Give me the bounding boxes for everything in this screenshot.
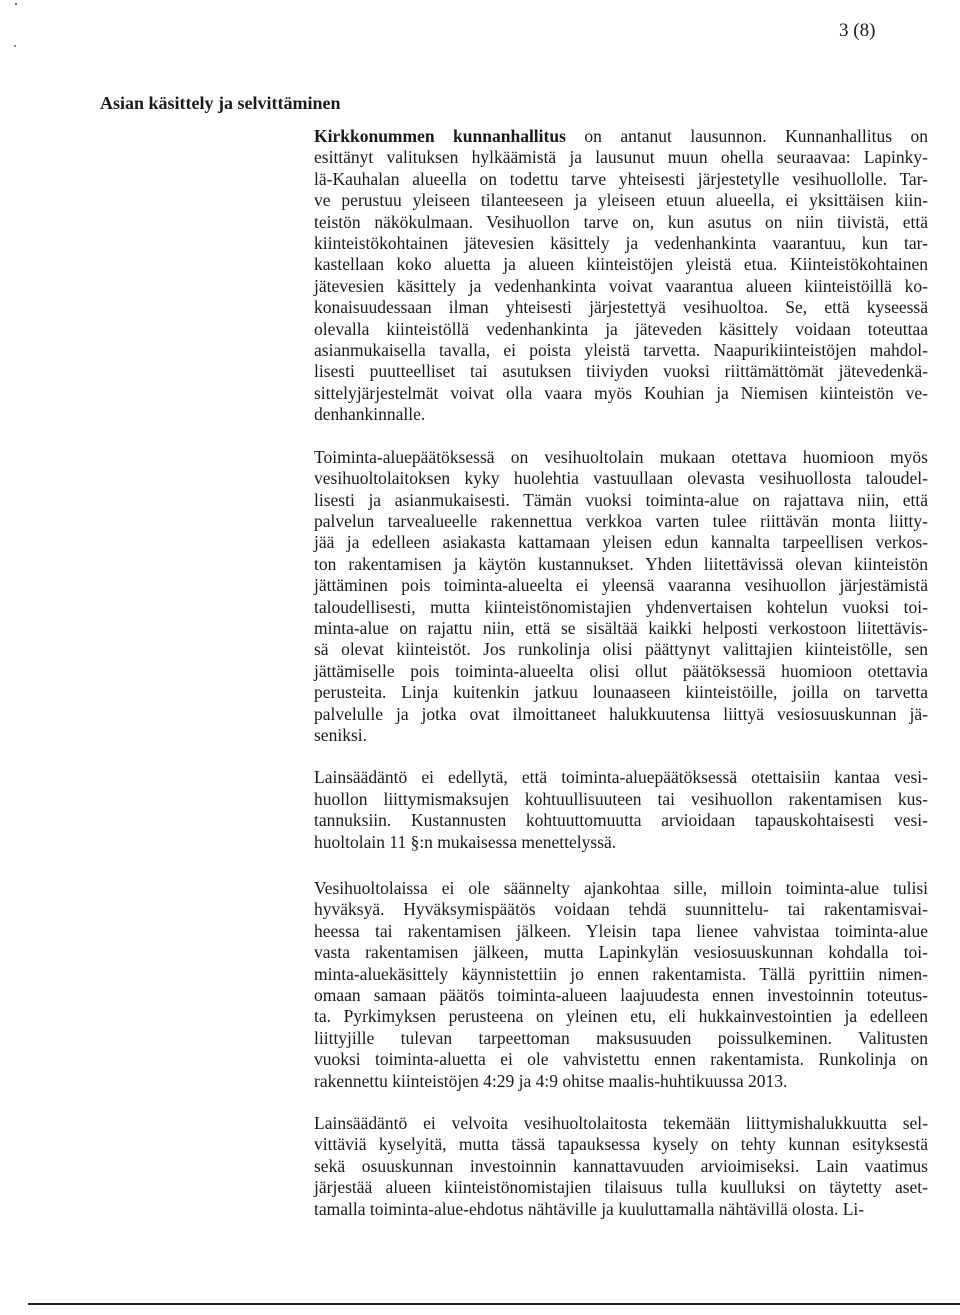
- text-line: kiinteistökohtainen jätevesien käsittely ja vedenhankinta vaarantuu, kun tar-: [314, 233, 928, 254]
- footer-rule: [28, 1303, 960, 1305]
- text-line: ton rakentamisen ja käytön kustannukset. Yhden liitettävissä olevan kiinteistön: [314, 553, 928, 574]
- scan-speck: [15, 3, 17, 5]
- text-line: [314, 126, 928, 147]
- paragraph: [314, 878, 928, 1092]
- text-line: liittyjille tulevan tarpeettoman maksusuuden poissulkeminen. Valitusten: [314, 1027, 928, 1048]
- text-line: sekä osuuskunnan investoinnin kannattavuuden arvioimiseksi. Lain vaatimus: [314, 1155, 928, 1176]
- text-line: taloudellisesti, mutta kiinteistönomistajien yhdenvertaisen kohtelun vuoksi toi-: [314, 596, 928, 617]
- text-line: minta-aluekäsittely käynnistettiin jo ennen rakentamista. Tällä pyrittiin nimen-: [314, 963, 928, 984]
- text-line: palvelulle ja jotka ovat ilmoittaneet halukkuutensa liittyä vesiosuuskunnan jä-: [314, 703, 928, 724]
- text-line: palvelun tarvealueelle rakennettua verkkoa varten tulee riittävän monta liitty-: [314, 510, 928, 531]
- document-body: [314, 126, 928, 1220]
- text-line: kastellaan koko aluetta ja alueen kiinteistöjen yleistä etua. Kiinteistökohtainen: [314, 254, 928, 275]
- page-number: 3 (8): [839, 20, 876, 41]
- paragraph: [314, 126, 928, 426]
- text-line: jättämiselle pois toiminta-alueelta olisi ollut päätöksessä huomioon otettavia: [314, 660, 928, 681]
- paragraph: [314, 767, 928, 853]
- text-line: ta. Pyrkimyksen perusteena on yleinen etu, eli hukkainvestointien ja edelleen: [314, 1006, 928, 1027]
- text-line: esittänyt valituksen hylkäämistä ja lausunut muun ohella seuraavaa: Lapinky-: [314, 147, 928, 168]
- text-line: rakennettu kiinteistöjen 4:29 ja 4:9 ohitse maalis-huhtikuussa 2013.: [314, 1070, 788, 1091]
- text-line: jättäminen pois toiminta-alueelta ei yleensä vaaranna vesihuollon järjestämistä: [314, 575, 928, 596]
- text-line: olevalla kiinteistöllä vedenhankinta ja jäteveden käsittely voidaan toteuttaa: [314, 318, 928, 339]
- text-line: vasta rakentamisen jälkeen, mutta Lapinkylän vesiosuuskunnan kohdalla toi-: [314, 942, 928, 963]
- text-line: lisesti puutteelliset tai asutuksen tiiviyden vuoksi riittämättömät jätevedenkä-: [314, 361, 928, 382]
- text-line: jätevesien käsittely ja vedenhankinta voivat vaarantua alueen kiinteistöillä ko-: [314, 275, 928, 296]
- text-line: vesihuoltolaitoksen kyky huolehtia vastuullaan olevasta vesihuollosta taloudel-: [314, 468, 928, 489]
- paragraph: [314, 1113, 928, 1220]
- text-line: omaan samaan päätös toiminta-alueen laajuudesta ennen investoinnin toteutus-: [314, 985, 928, 1006]
- section-heading: Asian käsittely ja selvittäminen: [100, 93, 341, 113]
- text-line: tannuksiin. Kustannusten kohtuuttomuutta arvioidaan tapauskohtaisesti vesi-: [314, 810, 928, 831]
- text-line: järjestää alueen kiinteistönomistajien tilaisuus tulla kuulluksi on täytetty aset-: [314, 1177, 928, 1198]
- scan-speck: [14, 45, 16, 47]
- text-line: huollon liittymismaksujen kohtuullisuuteen tai vesihuollon rakentamisen kus-: [314, 788, 928, 809]
- text-line: tamalla toiminta-alue-ehdotus nähtäville ja kuuluttamalla nähtävillä olosta. Li-: [314, 1198, 865, 1219]
- paragraph: [314, 447, 928, 747]
- text-line: heessa tai rakentamisen jälkeen. Yleisin tapa lienee vahvistaa toiminta-alue: [314, 920, 928, 941]
- text-line: ve perustuu yleiseen tilanteeseen ja yleiseen etuun alueella, ei yksittäisen kiin-: [314, 190, 928, 211]
- text-line: lisesti ja asianmukaisesti. Tämän vuoksi toiminta-alue on rajattava niin, että: [314, 489, 928, 510]
- text-line: vittäviä kyselyitä, mutta tässä tapauksessa kysely on tehty kunnan esityksestä: [314, 1134, 928, 1155]
- line-text: on antanut lausunnon. Kunnanhallitus on: [565, 126, 928, 146]
- text-line: Vesihuoltolaissa ei ole säännelty ajankohtaa sille, milloin toiminta-alue tulisi: [314, 878, 928, 898]
- text-line: huoltolain 11 §:n mukaisessa menettelyssä.: [314, 831, 617, 852]
- text-line: lä-Kauhalan alueella on todettu tarve yhteisesti järjestetylle vesihuollolle. Tar-: [314, 168, 928, 189]
- text-line: minta-alue on rajattu niin, että se sisältää kaikki helposti verkostoon liitettävis-: [314, 617, 928, 638]
- text-line: seniksi.: [314, 724, 367, 745]
- text-line: konaisuudessaan ilman yhteisesti järjestettyä vesihuoltoa. Se, että kyseessä: [314, 297, 928, 318]
- text-line: Lainsäädäntö ei velvoita vesihuoltolaitosta tekemään liittymishalukkuutta sel-: [314, 1113, 928, 1134]
- text-line: hyväksyä. Hyväksymispäätös voidaan tehdä suunnittelu- tai rakentamisvai-: [314, 899, 928, 920]
- text-line: asianmukaisella tavalla, ei poista yleistä tarvetta. Naapurikiinteistöjen mahdol-: [314, 340, 928, 361]
- text-line: denhankinnalle.: [314, 404, 426, 425]
- text-line: Toiminta-aluepäätöksessä on vesihuoltolain mukaan otettava huomioon myös: [314, 446, 928, 467]
- text-line: vuoksi toiminta-aluetta ei ole vahvistettu ennen rakentamista. Runkolinja on: [314, 1049, 928, 1070]
- bold-subject: Kirkkonummen kunnanhallitus: [314, 126, 566, 146]
- text-line: Lainsäädäntö ei edellytä, että toiminta-aluepäätöksessä otettaisiin kantaa vesi-: [314, 767, 928, 788]
- text-line: sä olevat kiinteistöt. Jos runkolinja olisi päättynyt valittajien kiinteistölle, sen: [314, 639, 928, 660]
- text-line: sittelyjärjestelmät voivat olla vaara myös Kouhian ja Niemisen kiinteistön ve-: [314, 382, 928, 403]
- text-line: jää ja edelleen asiakasta kattamaan yleisen edun kannalta tarpeellisen verkos-: [314, 532, 928, 553]
- text-line: teistön näkökulmaan. Vesihuollon tarve on, kun asutus on niin tiivistä, että: [314, 211, 928, 232]
- text-line: perusteita. Linja kuitenkin jatkuu lounaaseen kiinteistöille, joilla on tarvetta: [314, 682, 928, 703]
